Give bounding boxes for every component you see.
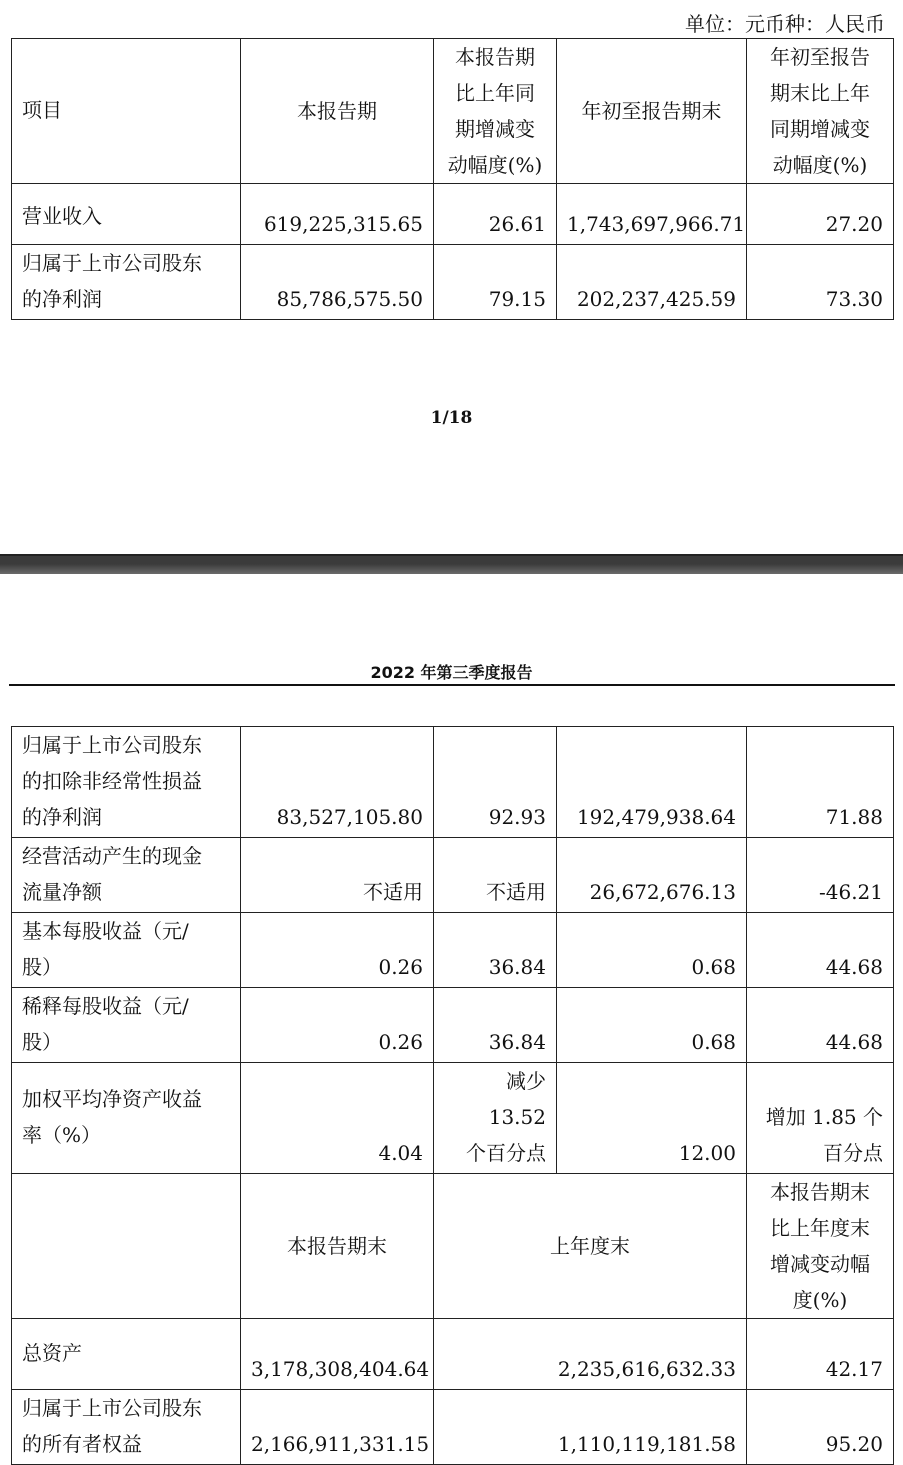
cell-prior-year-end: 2,235,616,632.33 (434, 1319, 747, 1390)
unit-label: 单位：元币种：人民币 (685, 12, 885, 36)
financial-table-bottom (11, 726, 894, 1465)
row-label: 归属于上市公司股东 的扣除非经常性损益 的净利润 (12, 727, 241, 838)
cell-ytd: 0.68 (557, 988, 747, 1063)
cell-ytd: 202,237,425.59 (557, 245, 747, 320)
row-label: 总资产 (12, 1319, 241, 1390)
cell-ytd-change: 71.88 (747, 727, 894, 838)
table-header-row (12, 39, 894, 184)
cell-ytd: 0.68 (557, 913, 747, 988)
cell-ytd-change: -46.21 (747, 838, 894, 913)
cell-ytd: 12.00 (557, 1063, 747, 1174)
table-row (12, 245, 894, 320)
table-row (12, 1390, 894, 1465)
page-divider (0, 554, 903, 574)
cell-current: 619,225,315.65 (241, 184, 434, 245)
row-label: 基本每股收益（元/ 股） (12, 913, 241, 988)
cell-current-change: 不适用 (434, 838, 557, 913)
row-label: 归属于上市公司股东 的净利润 (12, 245, 241, 320)
cell-current-change: 92.93 (434, 727, 557, 838)
cell-current-change: 26.61 (434, 184, 557, 245)
cell-ytd: 192,479,938.64 (557, 727, 747, 838)
cell-balance-change: 95.20 (747, 1390, 894, 1465)
financial-table-top (11, 38, 894, 320)
table-row (12, 988, 894, 1063)
header-current-period: 本报告期 (241, 39, 434, 184)
header-blank (12, 1174, 241, 1319)
cell-current: 85,786,575.50 (241, 245, 434, 320)
cell-current: 4.04 (241, 1063, 434, 1174)
row-label: 经营活动产生的现金 流量净额 (12, 838, 241, 913)
balance-header-row (12, 1174, 894, 1319)
header-current-end: 本报告期末 (241, 1174, 434, 1319)
table-row (12, 727, 894, 838)
row-label: 加权平均净资产收益 率（%） (12, 1063, 241, 1174)
cell-current: 不适用 (241, 838, 434, 913)
table-row (12, 1063, 894, 1174)
header-item: 项目 (12, 39, 241, 184)
cell-ytd-change: 44.68 (747, 913, 894, 988)
cell-current-change: 79.15 (434, 245, 557, 320)
page-number: 1/18 (430, 408, 473, 428)
cell-current-change: 减少 13.52 个百分点 (434, 1063, 557, 1174)
row-label: 稀释每股收益（元/ 股） (12, 988, 241, 1063)
header-ytd: 年初至报告期末 (557, 39, 747, 184)
table-row (12, 184, 894, 245)
header-balance-change: 本报告期末 比上年度末 增减变动幅 度(%) (747, 1174, 894, 1319)
cell-ytd: 26,672,676.13 (557, 838, 747, 913)
cell-ytd-change: 44.68 (747, 988, 894, 1063)
table-row (12, 1319, 894, 1390)
cell-current: 0.26 (241, 988, 434, 1063)
cell-prior-year-end: 1,110,119,181.58 (434, 1390, 747, 1465)
cell-current-change: 36.84 (434, 913, 557, 988)
cell-current-end: 3,178,308,404.64 (241, 1319, 434, 1390)
cell-ytd-change: 73.30 (747, 245, 894, 320)
cell-balance-change: 42.17 (747, 1319, 894, 1390)
row-label: 营业收入 (12, 184, 241, 245)
cell-current: 0.26 (241, 913, 434, 988)
cell-current-end: 2,166,911,331.15 (241, 1390, 434, 1465)
cell-current: 83,527,105.80 (241, 727, 434, 838)
header-prior-year-end: 上年度末 (434, 1174, 747, 1319)
cell-ytd-change: 27.20 (747, 184, 894, 245)
header-current-change: 本报告期 比上年同 期增减变 动幅度(%) (434, 39, 557, 184)
table-row (12, 838, 894, 913)
cell-ytd-change: 增加 1.85 个 百分点 (747, 1063, 894, 1174)
cell-current-change: 36.84 (434, 988, 557, 1063)
title-rule (9, 684, 895, 686)
table-row (12, 913, 894, 988)
row-label: 归属于上市公司股东 的所有者权益 (12, 1390, 241, 1465)
header-ytd-change: 年初至报告 期末比上年 同期增减变 动幅度(%) (747, 39, 894, 184)
cell-ytd: 1,743,697,966.71 (557, 184, 747, 245)
report-title: 2022 年第三季度报告 (370, 663, 533, 682)
